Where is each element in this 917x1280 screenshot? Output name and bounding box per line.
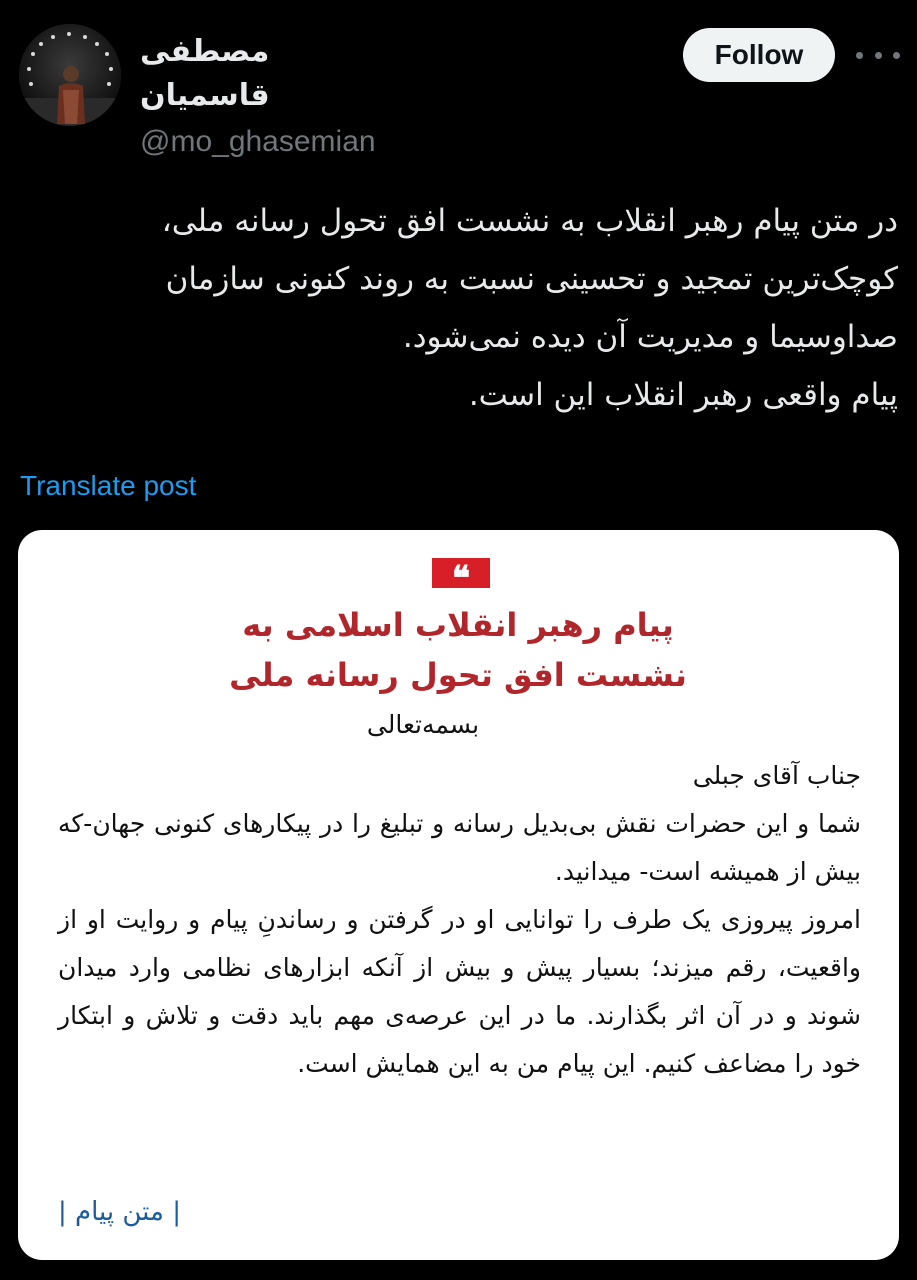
author-handle[interactable]: @mo_ghasemian: [140, 125, 376, 158]
post-header: [0, 0, 917, 158]
author-info: [140, 30, 440, 162]
card-title: [58, 600, 858, 700]
paragraph-1: شما و این حضرات نقش بی‌بدیل رسانه و تبلیغ را در پیکارهای کنونی جهان-که بیش از همیشه است- میدانید.: [58, 809, 861, 886]
translate-post-link[interactable]: Translate post: [20, 470, 197, 501]
message-text-link[interactable]: | متن پیام |: [58, 1197, 181, 1227]
post-line: در متن پیام رهبر انقلاب به نشست افق تحول رسانه ملی،: [161, 203, 898, 239]
attached-image-card[interactable]: [18, 530, 899, 1260]
paragraph-2: امروز پیروزی یک طرف را توانایی او در گرفتن و رساندنِ پیام و روایت او از واقعیت، رقم میزند؛ بسیار پیش و بیش از آنکه ابزارهای نظامی وارد میدان شوند و در آن اثر بگذارند. ما در این عرصه‌ی مهم باید دقت و تلاش و ابتکار خود را مضاعف کنیم. این پیام من به این همایش است.: [58, 905, 861, 1078]
bismillah-text: بسمه‌تعالی: [366, 710, 480, 739]
avatar-image: [19, 24, 121, 126]
follow-button[interactable]: Follow: [683, 28, 835, 82]
post-line: پیام واقعی رهبر انقلاب این است.: [468, 377, 898, 413]
salutation: جناب آقای جبلی: [692, 761, 861, 790]
card-title-line: پیام رهبر انقلاب اسلامی به: [242, 606, 674, 644]
avatar[interactable]: [19, 24, 121, 126]
post-text: [20, 192, 898, 424]
quote-mark-icon: ❝: [432, 558, 490, 588]
author-display-name[interactable]: مصطفی قاسمیان: [140, 34, 270, 113]
post-line: کوچک‌ترین تمجید و تحسینی نسبت به روند کنونی سازمان: [165, 261, 898, 297]
card-title-line: نشست افق تحول رسانه ملی: [229, 656, 687, 694]
card-body: [58, 752, 861, 1088]
more-dots-icon[interactable]: [856, 40, 900, 70]
post-line: صداوسیما و مدیریت آن دیده نمی‌شود.: [402, 319, 898, 355]
